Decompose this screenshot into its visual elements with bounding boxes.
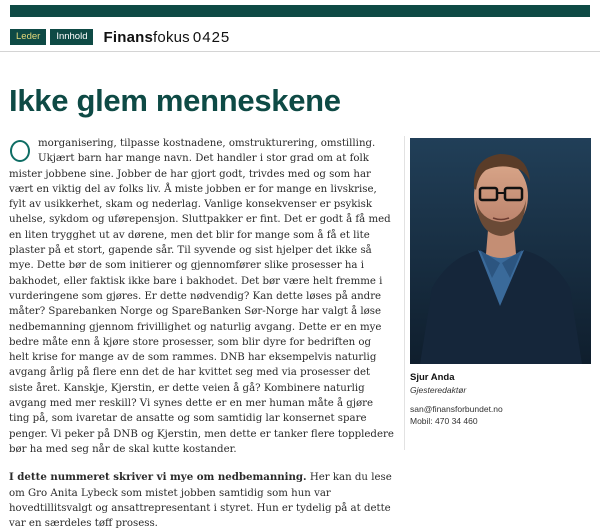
article-paragraph-2 [9, 470, 394, 531]
paragraph-2-lead: I dette nummeret skriver vi mye om nedbemanning. [9, 471, 307, 484]
magazine-name-bold: Finans [103, 28, 154, 46]
brand-top-bar [10, 5, 590, 17]
portrait-illustration [410, 138, 591, 364]
magazine-name-regular: fokus [153, 28, 190, 46]
author-name: Sjur Anda [410, 372, 455, 383]
header-nav [10, 29, 230, 45]
author-mobile: Mobil: 470 34 460 [410, 416, 478, 426]
author-portrait [410, 138, 591, 364]
column-divider [404, 136, 405, 450]
article-title: Ikke glem menneskene [9, 83, 341, 118]
paragraph-1-text: morganisering, tilpasse kostnadene, omstrukturering, omstilling. Ukjært barn har mange navn. Det handler i stor grad om at folk mister jobbene sine. Jobber de har gjort godt, trivdes med og som har vært en viktig del av folks liv. Å miste jobben er for mange en livskrise, fylt av usikkerhet, skam og nederlag. Vanlige konsekvenser er psykisk uhelse, sykdom og uførepensjon. Sluttpakker er fint. Det er godt å få med en liten trygghet ut av dørene, men det blir for mange som å få et lite plaster på et stort, gapende sår. Til syvende og sist hjelper det ikke så mye. Dette bør de som initierer og gjennomfører slike prosesser ha i bakhodet, eller faktisk ikke bare i bakhodet. Det bør være helt fremme i vurderingene som gjøres. Er dette nødvendig? Kan dette løses på andre måter? Sparebanken Norge og SpareBanken Sør-Norge har valgt å løse nedbemanning gjennom frivillighet og naturlig avgang. Dette er en mye bedre måte enn å kjøre store prosesser, som blir dyre for bedriften og helt krise for mange av de som rammes. DNB har eksempelvis naturlig avgang årlig på flere enn det de har kvittet seg med via prosesser det siste året. Kanskje, Kjerstin, er dette veien å gå? Kombinere naturlig avgang med mer reskill? Vi synes dette er en mer human måte å gjøre ting på, som ivaretar de ansatte og som samtidig lar konsernet spare penger. Vi peker på DNB og Kjerstin, men dette er tanker flere toppledere bør ha med seg når de skal kutte kostander. [9, 138, 394, 455]
nav-tab-innhold[interactable]: Innhold [50, 29, 93, 45]
article-body [9, 136, 394, 531]
author-role: Gjesteredaktør [410, 385, 467, 395]
paragraph-2-text: Her kan du lese om Gro Anita Lybeck som mistet jobben samtidig som hun var hovedtillitsvalgt og ansattrepresentant i styret. Hun er tydelig på at dette var en særdeles tøff prosess. [9, 472, 392, 530]
dropcap-letter [10, 140, 30, 162]
article-paragraph-1 [9, 136, 394, 457]
author-email[interactable]: san@finansforbundet.no [410, 404, 503, 414]
nav-tab-leder[interactable]: Leder [10, 29, 46, 45]
header-divider [0, 51, 600, 52]
author-caption [410, 372, 591, 427]
magazine-logo [103, 29, 230, 46]
issue-number: 0425 [192, 28, 231, 46]
